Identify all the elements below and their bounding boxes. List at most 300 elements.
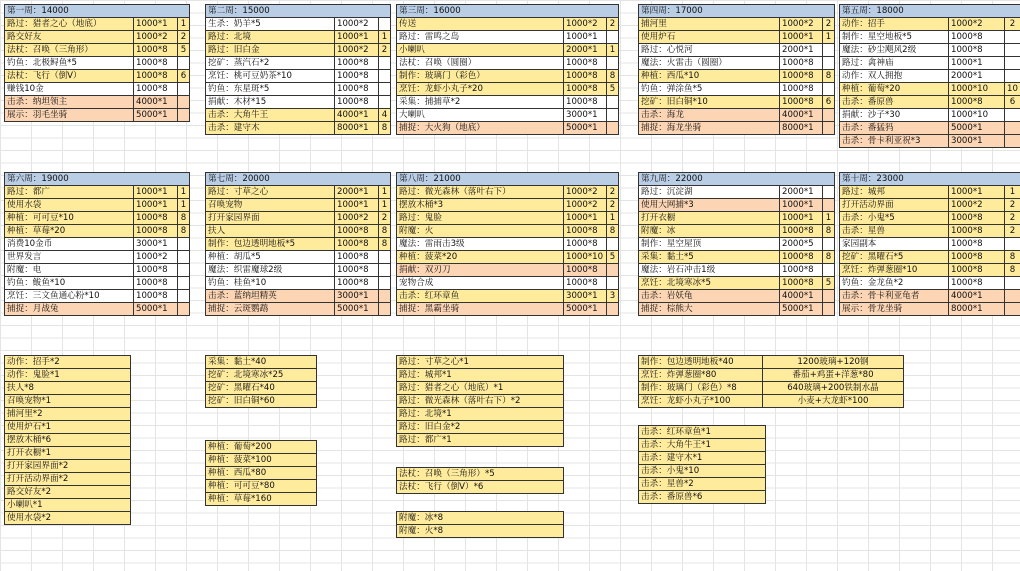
week-title[interactable]: 第三周：16000 bbox=[399, 6, 461, 16]
task-reward-cell[interactable]: 8000*1 bbox=[779, 122, 822, 134]
task-reward-cell[interactable]: 1000*8 bbox=[334, 264, 378, 276]
task-reward-cell[interactable]: 1000*1 bbox=[334, 31, 378, 43]
task-reward-cell[interactable]: 1000*1 bbox=[133, 199, 177, 211]
task-name-cell[interactable]: 动作：双人拥抱 bbox=[840, 70, 948, 82]
task-reward-cell[interactable]: 1000*2 bbox=[563, 18, 606, 30]
task-name-cell[interactable]: 附魔：火 bbox=[397, 225, 563, 237]
task-count-cell[interactable] bbox=[822, 186, 834, 198]
task-count-cell[interactable]: 1 bbox=[378, 199, 390, 211]
task-count-cell[interactable] bbox=[1004, 57, 1020, 69]
task-name-cell[interactable]: 击杀：骨卡利亚祝*3 bbox=[840, 135, 948, 147]
crafting-item[interactable]: 烹饪：炸弹葱圈*80 bbox=[639, 369, 763, 381]
task-count-cell[interactable] bbox=[822, 264, 834, 276]
task-name-cell[interactable]: 魔法：火雷击（圆圈） bbox=[639, 57, 779, 69]
task-reward-cell[interactable]: 1000*1 bbox=[779, 199, 822, 211]
task-count-cell[interactable] bbox=[606, 122, 618, 134]
task-count-cell[interactable]: 5 bbox=[606, 251, 618, 263]
task-count-cell[interactable]: 10 bbox=[1004, 83, 1020, 95]
task-reward-cell[interactable]: 1000*8 bbox=[334, 96, 378, 108]
task-count-cell[interactable]: 4 bbox=[378, 109, 390, 121]
task-count-cell[interactable] bbox=[1004, 31, 1020, 43]
task-name-cell[interactable]: 钓鱼：桂鱼*10 bbox=[206, 277, 334, 289]
task-reward-cell[interactable]: 1000*8 bbox=[133, 290, 177, 302]
week-title[interactable]: 第九周：22000 bbox=[641, 174, 703, 184]
week-title[interactable]: 第一周：14000 bbox=[7, 6, 69, 16]
task-count-cell[interactable] bbox=[606, 264, 618, 276]
task-reward-cell[interactable]: 4000*1 bbox=[334, 109, 378, 121]
week-title[interactable]: 第八周：21000 bbox=[399, 174, 461, 184]
task-count-cell[interactable]: 2 bbox=[1004, 212, 1020, 224]
task-count-cell[interactable]: 5 bbox=[606, 83, 618, 95]
task-name-cell[interactable]: 世界发言 bbox=[5, 251, 133, 263]
task-count-cell[interactable]: 8 bbox=[606, 225, 618, 237]
task-count-cell[interactable] bbox=[1004, 290, 1020, 302]
task-name-cell[interactable]: 路过：都广 bbox=[5, 186, 133, 198]
task-reward-cell[interactable]: 1000*8 bbox=[563, 225, 606, 237]
task-reward-cell[interactable]: 1000*2 bbox=[133, 31, 177, 43]
task-name-cell[interactable]: 钓鱼：北极鲟鱼*5 bbox=[5, 57, 133, 69]
summary-list-item[interactable]: 捕河里*2 bbox=[5, 407, 130, 420]
task-count-cell[interactable] bbox=[378, 277, 390, 289]
task-name-cell[interactable]: 击杀：骨卡利亚龟者 bbox=[840, 290, 948, 302]
task-reward-cell[interactable]: 1000*1 bbox=[779, 212, 822, 224]
crafting-materials[interactable]: 小麦+大龙虾*100 bbox=[797, 396, 869, 406]
task-count-cell[interactable]: 8 bbox=[606, 70, 618, 82]
summary-list-item[interactable]: 法杖：飞行（倒V）*6 bbox=[397, 480, 563, 493]
task-name-cell[interactable]: 路过：鬼脸 bbox=[397, 212, 563, 224]
summary-list-item[interactable]: 击杀：建守木*1 bbox=[639, 451, 765, 464]
task-reward-cell[interactable]: 1000*8 bbox=[948, 264, 1004, 276]
task-name-cell[interactable]: 击杀：番原兽 bbox=[840, 96, 948, 108]
task-count-cell[interactable]: 2 bbox=[1004, 199, 1020, 211]
task-count-cell[interactable] bbox=[606, 31, 618, 43]
summary-list-item[interactable]: 种植：葡萄*200 bbox=[208, 442, 272, 452]
task-name-cell[interactable]: 挖矿：旧白铜*10 bbox=[639, 96, 779, 108]
task-count-cell[interactable]: 8 bbox=[822, 70, 834, 82]
task-reward-cell[interactable]: 2000*1 bbox=[948, 70, 1004, 82]
task-name-cell[interactable]: 采集：黏土*5 bbox=[639, 251, 779, 263]
task-reward-cell[interactable]: 1000*1 bbox=[948, 186, 1004, 198]
task-count-cell[interactable]: 1 bbox=[378, 31, 390, 43]
week-title[interactable]: 第六周：19000 bbox=[7, 174, 69, 184]
task-reward-cell[interactable]: 1000*8 bbox=[563, 70, 606, 82]
task-name-cell[interactable]: 生杀：奶羊*5 bbox=[206, 18, 334, 30]
task-reward-cell[interactable]: 1000*8 bbox=[563, 277, 606, 289]
task-name-cell[interactable]: 制作：星空屋顶 bbox=[639, 238, 779, 250]
task-count-cell[interactable] bbox=[177, 251, 189, 263]
crafting-materials[interactable]: 1200玻璃+120钢 bbox=[797, 357, 869, 367]
task-count-cell[interactable]: 1 bbox=[177, 186, 189, 198]
task-name-cell[interactable]: 展示：骨龙坐骑 bbox=[840, 303, 948, 315]
task-name-cell[interactable]: 使用炉石 bbox=[639, 31, 779, 43]
task-name-cell[interactable]: 路过：旧白金 bbox=[206, 44, 334, 56]
task-name-cell[interactable]: 路过：微光森林（落叶右下） bbox=[397, 186, 563, 198]
task-reward-cell[interactable]: 1000*8 bbox=[563, 96, 606, 108]
task-count-cell[interactable] bbox=[378, 290, 390, 302]
summary-list-item[interactable]: 路过：城邦*1 bbox=[397, 368, 563, 381]
task-reward-cell[interactable]: 2000*1 bbox=[563, 44, 606, 56]
summary-list-item[interactable]: 动作：招手*2 bbox=[7, 357, 60, 367]
task-count-cell[interactable]: 2 bbox=[606, 186, 618, 198]
task-name-cell[interactable]: 烹饪：龙虾小丸子*20 bbox=[397, 83, 563, 95]
task-count-cell[interactable] bbox=[378, 83, 390, 95]
task-reward-cell[interactable]: 1000*8 bbox=[563, 264, 606, 276]
task-reward-cell[interactable]: 1000*2 bbox=[133, 251, 177, 263]
task-reward-cell[interactable]: 1000*8 bbox=[334, 57, 378, 69]
task-reward-cell[interactable]: 1000*8 bbox=[948, 238, 1004, 250]
task-count-cell[interactable]: 2 bbox=[1004, 225, 1020, 237]
task-reward-cell[interactable]: 5000*1 bbox=[563, 122, 606, 134]
summary-list-item[interactable]: 路交好友*2 bbox=[5, 485, 130, 498]
task-count-cell[interactable]: 2 bbox=[822, 18, 834, 30]
summary-list-item[interactable]: 路过：猎者之心（地底）*1 bbox=[397, 381, 563, 394]
task-reward-cell[interactable]: 1000*8 bbox=[779, 251, 822, 263]
task-count-cell[interactable] bbox=[177, 96, 189, 108]
summary-list-item[interactable]: 击杀：大角牛王*1 bbox=[639, 438, 765, 451]
task-reward-cell[interactable]: 1000*8 bbox=[334, 238, 378, 250]
crafting-item[interactable]: 烹饪：龙虾小丸子*100 bbox=[639, 395, 763, 407]
task-count-cell[interactable]: 5 bbox=[822, 277, 834, 289]
task-count-cell[interactable]: 6 bbox=[1004, 96, 1020, 108]
task-count-cell[interactable] bbox=[606, 57, 618, 69]
task-reward-cell[interactable]: 5000*1 bbox=[334, 303, 378, 315]
task-count-cell[interactable]: 8 bbox=[378, 122, 390, 134]
task-count-cell[interactable] bbox=[378, 264, 390, 276]
task-count-cell[interactable]: 6 bbox=[177, 70, 189, 82]
task-reward-cell[interactable]: 1000*8 bbox=[779, 225, 822, 237]
task-name-cell[interactable]: 捐献：沙子*30 bbox=[840, 109, 948, 121]
task-count-cell[interactable]: 5 bbox=[177, 44, 189, 56]
task-name-cell[interactable]: 击杀：番猛犸 bbox=[840, 122, 948, 134]
task-name-cell[interactable]: 种植：胡瓜*5 bbox=[206, 251, 334, 263]
task-count-cell[interactable] bbox=[822, 122, 834, 134]
task-name-cell[interactable]: 钓鱼：东星斑*5 bbox=[206, 83, 334, 95]
summary-list-item[interactable]: 路过：旧白金*2 bbox=[397, 420, 563, 433]
task-count-cell[interactable]: 1 bbox=[606, 44, 618, 56]
summary-list-item[interactable]: 种植：西瓜*80 bbox=[206, 466, 316, 479]
task-reward-cell[interactable]: 1000*8 bbox=[779, 264, 822, 276]
task-count-cell[interactable]: 2 bbox=[177, 31, 189, 43]
task-count-cell[interactable] bbox=[822, 83, 834, 95]
summary-list-item[interactable]: 路过：都广*1 bbox=[397, 433, 563, 446]
task-reward-cell[interactable]: 1000*8 bbox=[133, 264, 177, 276]
task-reward-cell[interactable]: 1000*8 bbox=[334, 251, 378, 263]
task-name-cell[interactable]: 击杀：纳坦领主 bbox=[5, 96, 133, 108]
task-reward-cell[interactable]: 1000*8 bbox=[133, 212, 177, 224]
task-reward-cell[interactable]: 1000*8 bbox=[334, 70, 378, 82]
task-reward-cell[interactable]: 5000*1 bbox=[133, 303, 177, 315]
task-name-cell[interactable]: 使用大网捕*3 bbox=[639, 199, 779, 211]
task-reward-cell[interactable]: 1000*2 bbox=[334, 18, 378, 30]
task-name-cell[interactable]: 钓鱼：弹涂鱼*5 bbox=[639, 83, 779, 95]
task-count-cell[interactable]: 1 bbox=[177, 199, 189, 211]
task-count-cell[interactable]: 1 bbox=[822, 212, 834, 224]
summary-list-item[interactable]: 种植：可可豆*80 bbox=[206, 479, 316, 492]
task-reward-cell[interactable]: 2000*1 bbox=[779, 44, 822, 56]
task-count-cell[interactable] bbox=[378, 303, 390, 315]
task-name-cell[interactable]: 击杀：岩妖龟 bbox=[639, 290, 779, 302]
task-reward-cell[interactable]: 3000*1 bbox=[563, 290, 606, 302]
task-name-cell[interactable]: 大喇叭 bbox=[397, 109, 563, 121]
task-count-cell[interactable] bbox=[177, 83, 189, 95]
task-count-cell[interactable] bbox=[1004, 303, 1020, 315]
summary-list-item[interactable]: 法杖：召唤（三角形）*5 bbox=[399, 469, 495, 479]
task-reward-cell[interactable]: 1000*8 bbox=[334, 225, 378, 237]
task-name-cell[interactable]: 附魔：冰 bbox=[639, 225, 779, 237]
task-name-cell[interactable]: 钓鱼：鲅鱼*10 bbox=[5, 277, 133, 289]
summary-list-item[interactable]: 种植：草莓*160 bbox=[206, 492, 316, 505]
task-reward-cell[interactable]: 1000*2 bbox=[334, 212, 378, 224]
task-name-cell[interactable]: 赚钱10金 bbox=[5, 83, 133, 95]
summary-list-item[interactable]: 打开衣橱*1 bbox=[5, 446, 130, 459]
task-name-cell[interactable]: 法杖：召唤（圆圈） bbox=[397, 57, 563, 69]
task-name-cell[interactable]: 路过：北境 bbox=[206, 31, 334, 43]
task-name-cell[interactable]: 挖矿：黑曜石*5 bbox=[840, 251, 948, 263]
task-count-cell[interactable] bbox=[1004, 109, 1020, 121]
task-reward-cell[interactable]: 1000*8 bbox=[948, 44, 1004, 56]
task-count-cell[interactable] bbox=[606, 109, 618, 121]
task-count-cell[interactable]: 2 bbox=[606, 18, 618, 30]
task-name-cell[interactable]: 打开活动界面 bbox=[840, 199, 948, 211]
task-count-cell[interactable] bbox=[177, 264, 189, 276]
task-count-cell[interactable]: 1 bbox=[822, 31, 834, 43]
task-count-cell[interactable] bbox=[822, 44, 834, 56]
task-reward-cell[interactable]: 1000*8 bbox=[948, 96, 1004, 108]
summary-list-item[interactable]: 挖矿：旧白铜*60 bbox=[206, 394, 316, 407]
task-reward-cell[interactable]: 3000*1 bbox=[948, 135, 1004, 147]
task-name-cell[interactable]: 家园副本 bbox=[840, 238, 948, 250]
task-count-cell[interactable] bbox=[1004, 238, 1020, 250]
crafting-item[interactable]: 制作：包边透明地板*40 bbox=[639, 356, 763, 368]
task-reward-cell[interactable]: 8000*1 bbox=[334, 122, 378, 134]
task-count-cell[interactable] bbox=[1004, 44, 1020, 56]
summary-list-item[interactable]: 采集：黏土*40 bbox=[208, 357, 267, 367]
summary-list-item[interactable]: 击杀：红环章鱼*1 bbox=[641, 427, 711, 437]
task-count-cell[interactable] bbox=[606, 238, 618, 250]
summary-list-item[interactable]: 摆放木桶*6 bbox=[5, 433, 130, 446]
task-name-cell[interactable]: 小喇叭 bbox=[397, 44, 563, 56]
task-reward-cell[interactable]: 3000*1 bbox=[334, 290, 378, 302]
task-count-cell[interactable]: 8 bbox=[177, 225, 189, 237]
task-count-cell[interactable] bbox=[606, 96, 618, 108]
task-reward-cell[interactable]: 1000*8 bbox=[334, 277, 378, 289]
task-count-cell[interactable] bbox=[177, 238, 189, 250]
task-name-cell[interactable]: 打开衣橱 bbox=[639, 212, 779, 224]
task-name-cell[interactable]: 烹饪：三文鱼通心粉*10 bbox=[5, 290, 133, 302]
task-name-cell[interactable]: 击杀：红环章鱼 bbox=[397, 290, 563, 302]
task-reward-cell[interactable]: 1000*10 bbox=[563, 251, 606, 263]
task-reward-cell[interactable]: 4000*1 bbox=[948, 290, 1004, 302]
summary-list-item[interactable]: 挖矿：黑曜石*40 bbox=[206, 381, 316, 394]
task-name-cell[interactable]: 挖矿：蒸汽石*2 bbox=[206, 57, 334, 69]
task-reward-cell[interactable]: 1000*1 bbox=[133, 186, 177, 198]
task-name-cell[interactable]: 路过：城邦 bbox=[840, 186, 948, 198]
week-title[interactable]: 第七周：20000 bbox=[208, 174, 270, 184]
task-reward-cell[interactable]: 4000*1 bbox=[779, 290, 822, 302]
task-name-cell[interactable]: 烹饪：炸弹葱圈*10 bbox=[840, 264, 948, 276]
task-reward-cell[interactable]: 1000*2 bbox=[563, 186, 606, 198]
task-name-cell[interactable]: 路交好友 bbox=[5, 31, 133, 43]
task-count-cell[interactable] bbox=[177, 303, 189, 315]
task-reward-cell[interactable]: 1000*10 bbox=[948, 83, 1004, 95]
task-reward-cell[interactable]: 1000*8 bbox=[133, 44, 177, 56]
task-reward-cell[interactable]: 2000*1 bbox=[334, 186, 378, 198]
task-count-cell[interactable] bbox=[1004, 122, 1020, 134]
crafting-materials[interactable]: 番茄+鸡蛋+洋葱*80 bbox=[792, 370, 874, 380]
summary-list-item[interactable]: 路过：寸草之心*1 bbox=[399, 357, 469, 367]
task-count-cell[interactable] bbox=[822, 238, 834, 250]
task-count-cell[interactable]: 6 bbox=[822, 96, 834, 108]
task-count-cell[interactable]: 8 bbox=[822, 251, 834, 263]
task-name-cell[interactable]: 击杀：星兽 bbox=[840, 225, 948, 237]
task-name-cell[interactable]: 制作：玻璃门（彩色） bbox=[397, 70, 563, 82]
week-title[interactable]: 第二周：15000 bbox=[208, 6, 270, 16]
task-count-cell[interactable]: 2 bbox=[378, 212, 390, 224]
task-reward-cell[interactable]: 1000*8 bbox=[948, 277, 1004, 289]
task-name-cell[interactable]: 魔法：岩石冲击1级 bbox=[639, 264, 779, 276]
task-reward-cell[interactable]: 1000*2 bbox=[948, 199, 1004, 211]
summary-list-item[interactable]: 路过：微光森林（落叶右下）*2 bbox=[397, 394, 563, 407]
task-name-cell[interactable]: 路过：沉淀湖 bbox=[639, 186, 779, 198]
task-count-cell[interactable] bbox=[1004, 277, 1020, 289]
summary-list-item[interactable]: 召唤宠物*1 bbox=[5, 394, 130, 407]
task-reward-cell[interactable]: 5000*1 bbox=[563, 303, 606, 315]
task-name-cell[interactable]: 种植：可可豆*10 bbox=[5, 212, 133, 224]
task-name-cell[interactable]: 捕捉：月战兔 bbox=[5, 303, 133, 315]
task-name-cell[interactable]: 种植：菠菜*20 bbox=[397, 251, 563, 263]
task-name-cell[interactable]: 捕捉：云斑鹦鹉 bbox=[206, 303, 334, 315]
task-reward-cell[interactable]: 2000*1 bbox=[779, 186, 822, 198]
summary-list-item[interactable]: 击杀：星兽*2 bbox=[639, 477, 765, 490]
task-name-cell[interactable]: 宠物合成 bbox=[397, 277, 563, 289]
task-count-cell[interactable] bbox=[378, 18, 390, 30]
task-count-cell[interactable] bbox=[378, 70, 390, 82]
task-count-cell[interactable]: 8 bbox=[177, 212, 189, 224]
task-name-cell[interactable]: 扶人 bbox=[206, 225, 334, 237]
task-reward-cell[interactable]: 1000*10 bbox=[948, 109, 1004, 121]
task-name-cell[interactable]: 捐献：木材*15 bbox=[206, 96, 334, 108]
task-name-cell[interactable]: 钓鱼：金龙鱼*2 bbox=[840, 277, 948, 289]
task-name-cell[interactable]: 法杖：飞行（倒V） bbox=[5, 70, 133, 82]
task-reward-cell[interactable]: 1000*8 bbox=[133, 70, 177, 82]
task-reward-cell[interactable]: 1000*8 bbox=[563, 57, 606, 69]
task-count-cell[interactable]: 8 bbox=[1004, 251, 1020, 263]
task-reward-cell[interactable]: 5000*1 bbox=[133, 109, 177, 121]
task-count-cell[interactable] bbox=[1004, 135, 1020, 147]
task-name-cell[interactable]: 制作：包边透明地板*5 bbox=[206, 238, 334, 250]
task-reward-cell[interactable]: 1000*8 bbox=[779, 277, 822, 289]
week-title[interactable]: 第五周：18000 bbox=[842, 6, 904, 16]
task-name-cell[interactable]: 动作：招手 bbox=[840, 18, 948, 30]
task-reward-cell[interactable]: 5000*1 bbox=[948, 122, 1004, 134]
task-name-cell[interactable]: 消费10金币 bbox=[5, 238, 133, 250]
task-name-cell[interactable]: 击杀：海龙 bbox=[639, 109, 779, 121]
task-count-cell[interactable] bbox=[378, 96, 390, 108]
task-count-cell[interactable] bbox=[822, 199, 834, 211]
task-count-cell[interactable] bbox=[378, 251, 390, 263]
task-count-cell[interactable]: 8 bbox=[378, 225, 390, 237]
task-reward-cell[interactable]: 1000*1 bbox=[779, 31, 822, 43]
task-name-cell[interactable]: 展示：羽毛坐骑 bbox=[5, 109, 133, 121]
task-name-cell[interactable]: 采集：捕捕草*2 bbox=[397, 96, 563, 108]
task-name-cell[interactable]: 魔法：砂尘飓风2级 bbox=[840, 44, 948, 56]
task-name-cell[interactable]: 打开家园界面 bbox=[206, 212, 334, 224]
task-reward-cell[interactable]: 1000*2 bbox=[779, 18, 822, 30]
task-count-cell[interactable] bbox=[177, 290, 189, 302]
task-name-cell[interactable]: 捕捉：黑霸坐骑 bbox=[397, 303, 563, 315]
summary-list-item[interactable]: 种植：菠菜*100 bbox=[206, 453, 316, 466]
summary-list-item[interactable]: 击杀：番原兽*6 bbox=[639, 490, 765, 503]
task-name-cell[interactable]: 制作：星空地板*5 bbox=[840, 31, 948, 43]
task-reward-cell[interactable]: 1000*8 bbox=[779, 83, 822, 95]
crafting-materials[interactable]: 640玻璃+200铁制水晶 bbox=[787, 383, 879, 393]
task-count-cell[interactable] bbox=[177, 277, 189, 289]
task-name-cell[interactable]: 使用水袋 bbox=[5, 199, 133, 211]
task-count-cell[interactable] bbox=[822, 57, 834, 69]
task-reward-cell[interactable]: 1000*1 bbox=[948, 57, 1004, 69]
summary-list-item[interactable]: 附魔：火*8 bbox=[397, 524, 563, 537]
task-reward-cell[interactable]: 1000*1 bbox=[563, 31, 606, 43]
task-name-cell[interactable]: 击杀：蓝纳坦精英 bbox=[206, 290, 334, 302]
task-reward-cell[interactable]: 1000*8 bbox=[948, 251, 1004, 263]
summary-list-item[interactable]: 附魔：冰*8 bbox=[399, 513, 444, 523]
summary-list-item[interactable]: 扶人*8 bbox=[5, 381, 130, 394]
task-reward-cell[interactable]: 1000*8 bbox=[948, 31, 1004, 43]
task-name-cell[interactable]: 附魔：电 bbox=[5, 264, 133, 276]
task-count-cell[interactable]: 1 bbox=[606, 212, 618, 224]
task-reward-cell[interactable]: 1000*8 bbox=[779, 70, 822, 82]
task-reward-cell[interactable]: 1000*8 bbox=[563, 238, 606, 250]
task-name-cell[interactable]: 路过：雷鸣之岛 bbox=[397, 31, 563, 43]
task-name-cell[interactable]: 路过：猎者之心（地底） bbox=[5, 18, 133, 30]
task-count-cell[interactable]: 8 bbox=[822, 225, 834, 237]
task-count-cell[interactable] bbox=[822, 109, 834, 121]
summary-list-item[interactable]: 使用炉石*1 bbox=[5, 420, 130, 433]
task-reward-cell[interactable]: 3000*1 bbox=[563, 109, 606, 121]
task-count-cell[interactable]: 2 bbox=[606, 199, 618, 211]
task-count-cell[interactable]: 2 bbox=[378, 44, 390, 56]
task-name-cell[interactable]: 种植：草莓*20 bbox=[5, 225, 133, 237]
task-reward-cell[interactable]: 1000*8 bbox=[779, 96, 822, 108]
task-reward-cell[interactable]: 1000*8 bbox=[133, 83, 177, 95]
task-name-cell[interactable]: 击杀：大角牛王 bbox=[206, 109, 334, 121]
task-name-cell[interactable]: 路过：心悦河 bbox=[639, 44, 779, 56]
task-count-cell[interactable]: 8 bbox=[378, 238, 390, 250]
task-reward-cell[interactable]: 3000*1 bbox=[133, 238, 177, 250]
task-name-cell[interactable]: 摆放木桶*3 bbox=[397, 199, 563, 211]
summary-list-item[interactable]: 小喇叭*1 bbox=[5, 498, 130, 511]
summary-list-item[interactable]: 打开家园界面*2 bbox=[5, 459, 130, 472]
summary-list-item[interactable]: 打开活动界面*2 bbox=[5, 472, 130, 485]
task-reward-cell[interactable]: 1000*2 bbox=[563, 199, 606, 211]
task-reward-cell[interactable]: 1000*8 bbox=[133, 225, 177, 237]
task-count-cell[interactable] bbox=[177, 109, 189, 121]
task-name-cell[interactable]: 击杀：建守木 bbox=[206, 122, 334, 134]
task-reward-cell[interactable]: 1000*8 bbox=[779, 57, 822, 69]
task-count-cell[interactable]: 8 bbox=[1004, 264, 1020, 276]
task-name-cell[interactable]: 传送 bbox=[397, 18, 563, 30]
task-reward-cell[interactable]: 4000*1 bbox=[133, 96, 177, 108]
task-count-cell[interactable] bbox=[606, 277, 618, 289]
task-reward-cell[interactable]: 1000*8 bbox=[334, 83, 378, 95]
week-title[interactable]: 第四周：17000 bbox=[641, 6, 703, 16]
summary-list-item[interactable]: 击杀：小鬼*10 bbox=[639, 464, 765, 477]
task-name-cell[interactable]: 捐献：双刃刀 bbox=[397, 264, 563, 276]
task-reward-cell[interactable]: 1000*2 bbox=[334, 44, 378, 56]
task-name-cell[interactable]: 路过：寸草之心 bbox=[206, 186, 334, 198]
task-reward-cell[interactable]: 1000*1 bbox=[563, 212, 606, 224]
task-name-cell[interactable]: 种植：西瓜*10 bbox=[639, 70, 779, 82]
